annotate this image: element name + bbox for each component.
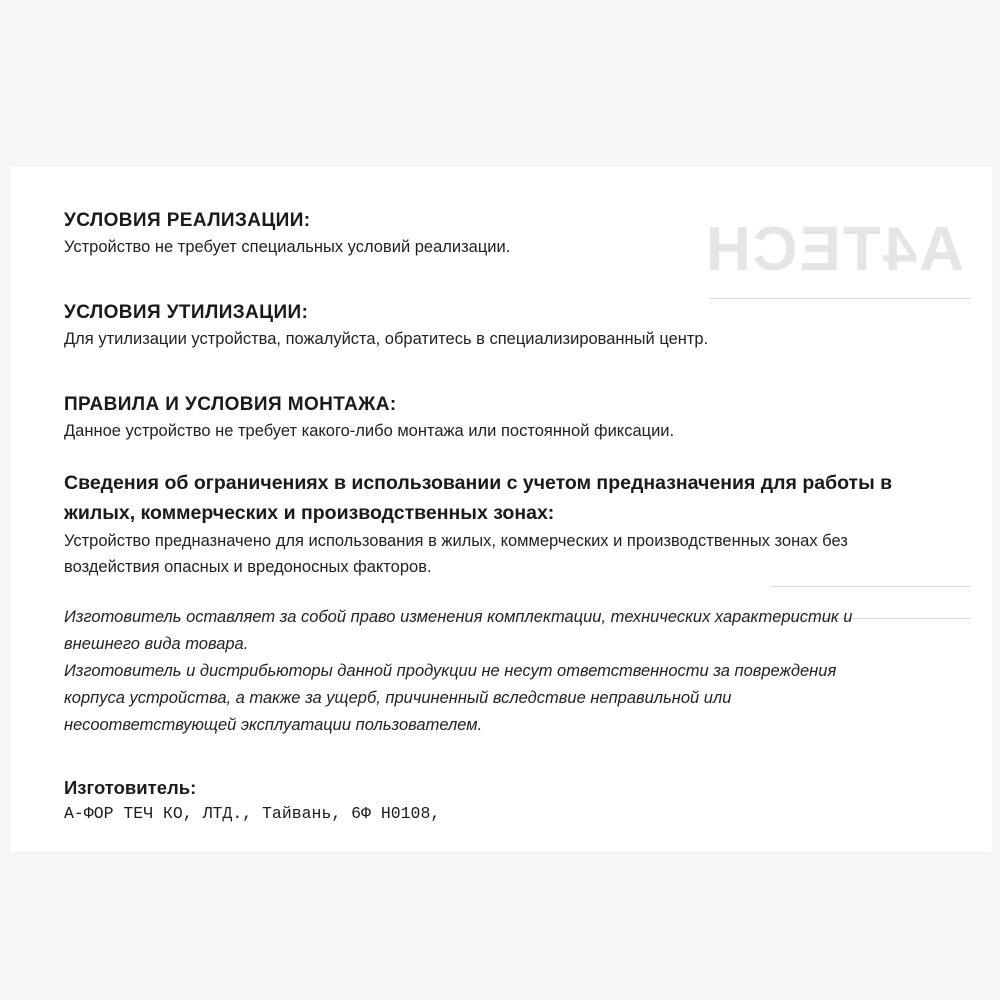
section-heading: УСЛОВИЯ УТИЛИЗАЦИИ:: [64, 302, 309, 323]
document-body: [64, 208, 964, 827]
section-heading: ПРАВИЛА И УСЛОВИЯ МОНТАЖА:: [64, 394, 397, 415]
section-heading: УСЛОВИЯ РЕАЛИЗАЦИИ:: [64, 210, 311, 231]
reverse-side-logo: A4TECH: [703, 215, 964, 284]
instruction-sheet: [10, 166, 992, 852]
section-text: Данное устройство не требует какого-либо монтажа или постоянной фиксации.: [64, 422, 675, 440]
notes-block: [64, 604, 894, 739]
manufacturer-value: А-ФОР ТЕЧ КО, ЛТД., Тайвань, 6Ф Н0108,: [64, 804, 441, 823]
section-heading: Сведения об ограничениях в использовании с учетом предназначения для работы в жилых, коммерческих и производственных зонах:: [64, 472, 893, 524]
section-text: Для утилизации устройства, пожалуйста, обратитесь в специализированный центр.: [64, 330, 709, 348]
section-disposal-conditions: [64, 300, 964, 352]
note-text: Изготовитель оставляет за собой право изменения комплектации, технических характеристик и внешнего вида товара.: [64, 608, 853, 653]
manufacturer-block: [64, 775, 964, 827]
section-usage-restrictions: [64, 468, 944, 580]
section-sales-conditions: [64, 208, 964, 260]
note-text: Изготовитель и дистрибьюторы данной продукции не несут ответственности за повреждения корпуса устройства, а также за ущерб, причиненный вследствие неправильной или несоответствующей эксплуатации пользователем.: [64, 662, 837, 734]
section-installation-rules: [64, 392, 964, 444]
manufacturer-label: Изготовитель:: [64, 777, 197, 798]
section-text: Устройство предназначено для использования в жилых, коммерческих и производственных зонах без воздействия опасных и вредоносных факторов.: [64, 532, 848, 576]
section-text: Устройство не требует специальных условий реализации.: [64, 238, 511, 256]
